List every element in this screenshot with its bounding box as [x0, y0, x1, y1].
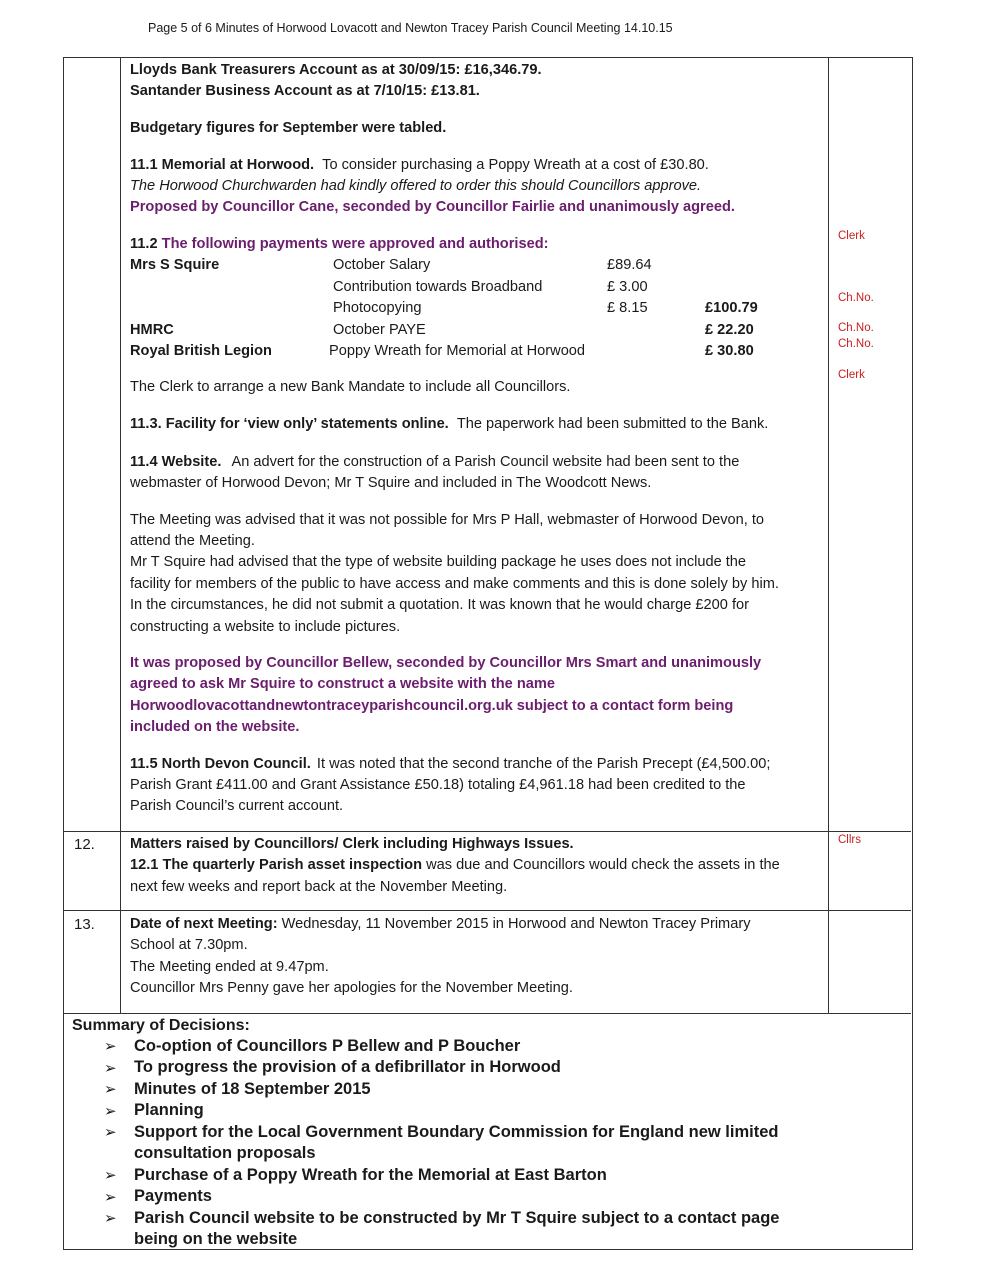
item-11-5 — [130, 754, 770, 775]
lloyds-balance: Lloyds Bank Treasurers Account as at 30/09/15: £16,346.79. — [130, 62, 542, 78]
item-11-5-text: It was noted that the second tranche of the Parish Precept (£4,500.00; — [316, 756, 771, 772]
item-12-1-heading: 12.1 The quarterly Parish asset inspection — [130, 857, 422, 873]
website-paragraph-line: facility for members of the public to have access and make comments and this is done solely by him. — [130, 576, 779, 592]
payee: Royal British Legion — [130, 343, 272, 359]
item-12-heading: Matters raised by Councillors/ Clerk including Highways Issues. — [130, 836, 574, 852]
summary-item: Parish Council website to be constructed by Mr T Squire subject to a contact page — [134, 1209, 780, 1227]
item-11-5-heading: 11.5 North Devon Council. — [130, 756, 311, 772]
item-13-text: Wednesday, 11 November 2015 in Horwood and Newton Tracey Primary — [281, 916, 751, 932]
page-header: Page 5 of 6 Minutes of Horwood Lovacott and Newton Tracey Parish Council Meeting 14.10.15 — [148, 21, 673, 35]
item-number: 13. — [74, 916, 95, 933]
website-paragraph-line: attend the Meeting. — [130, 533, 255, 549]
item-11-4-heading: 11.4 Website. — [130, 454, 222, 470]
summary-item: Support for the Local Government Boundary Commission for England new limited — [134, 1123, 779, 1141]
action-cheque-number: Ch.No. — [838, 292, 874, 304]
bullet-arrow-icon: ➢ — [104, 1210, 117, 1227]
item-11-4-text-2: webmaster of Horwood Devon; Mr T Squire and included in The Woodcott News. — [130, 475, 652, 491]
summary-item: Payments — [134, 1187, 212, 1205]
payment-amount: £ 3.00 — [607, 279, 648, 295]
column-divider — [828, 58, 829, 1013]
item-11-5-text-2: Parish Grant £411.00 and Grant Assistance £50.18) totaling £4,961.18 had been credited to the — [130, 777, 746, 793]
row-divider — [64, 831, 911, 832]
item-11-1-note: The Horwood Churchwarden had kindly offered to order this should Councillors approve. — [130, 178, 702, 194]
item-11-4-text: An advert for the construction of a Parish Council website had been sent to the — [231, 454, 740, 470]
payment-total: £100.79 — [705, 300, 758, 316]
item-13-text-2: School at 7.30pm. — [130, 937, 248, 953]
bullet-arrow-icon: ➢ — [104, 1167, 117, 1184]
item-11-5-text-3: Parish Council’s current account. — [130, 798, 344, 814]
bullet-arrow-icon: ➢ — [104, 1038, 117, 1055]
payment-total: £ 30.80 — [705, 343, 754, 359]
item-number: 12. — [74, 836, 95, 853]
item-11-2-heading-line — [130, 234, 548, 255]
item-11-4 — [130, 452, 739, 473]
bullet-arrow-icon: ➢ — [104, 1189, 117, 1206]
budget-note: Budgetary figures for September were tabled. — [130, 120, 447, 136]
summary-title: Summary of Decisions: — [72, 1017, 250, 1034]
payment-item: Photocopying — [333, 300, 422, 316]
clerk-mandate-note: The Clerk to arrange a new Bank Mandate to include all Councillors. — [130, 379, 571, 395]
row-divider — [64, 1013, 911, 1014]
payment-item: Contribution towards Broadband — [333, 279, 543, 295]
action-councillors: Cllrs — [838, 834, 861, 846]
summary-item: Minutes of 18 September 2015 — [134, 1080, 371, 1098]
payment-item: Poppy Wreath for Memorial at Horwood — [329, 343, 586, 359]
action-cheque-number: Ch.No. — [838, 322, 874, 334]
bullet-arrow-icon: ➢ — [104, 1124, 117, 1141]
bullet-arrow-icon: ➢ — [104, 1103, 117, 1120]
santander-balance: Santander Business Account as at 7/10/15: £13.81. — [130, 83, 480, 99]
website-proposal-line: agreed to ask Mr Squire to construct a website with the name — [130, 676, 555, 692]
action-clerk: Clerk — [838, 369, 865, 381]
website-paragraph-line: In the circumstances, he did not submit a quotation. It was known that he would charge £200 for — [130, 597, 749, 613]
summary-item: Co-option of Councillors P Bellew and P Boucher — [134, 1037, 521, 1055]
action-clerk: Clerk — [838, 230, 865, 242]
item-13-text-4: Councillor Mrs Penny gave her apologies for the November Meeting. — [130, 980, 573, 996]
item-11-3 — [130, 414, 768, 435]
item-13-text-3: The Meeting ended at 9.47pm. — [130, 959, 329, 975]
action-cheque-number: Ch.No. — [838, 338, 874, 350]
payment-amount: £ 8.15 — [607, 300, 648, 316]
payment-total: £ 22.20 — [705, 322, 754, 338]
payee: Mrs S Squire — [130, 257, 220, 273]
summary-item-continued: consultation proposals — [134, 1144, 316, 1162]
item-11-2-heading: The following payments were approved and authorised: — [161, 236, 549, 252]
payee: HMRC — [130, 322, 174, 338]
item-12-1-text-2: next few weeks and report back at the November Meeting. — [130, 879, 508, 895]
item-11-2-number: 11.2 — [130, 236, 158, 252]
website-paragraph-line: Mr T Squire had advised that the type of website building package he uses does not include the — [130, 554, 747, 570]
website-paragraph-line: constructing a website to include pictures. — [130, 619, 401, 635]
item-11-1-proposal: Proposed by Councillor Cane, seconded by Councillor Fairlie and unanimously agreed. — [130, 199, 735, 215]
item-11-1 — [130, 155, 709, 176]
website-proposal-line: Horwoodlovacottandnewtontraceyparishcouncil.org.uk subject to a contact form being — [130, 698, 734, 714]
payment-item: October PAYE — [333, 322, 426, 338]
item-11-1-heading: 11.1 Memorial at Horwood. — [130, 157, 315, 173]
item-13-line — [130, 914, 751, 935]
item-12-1-text: was due and Councillors would check the assets in the — [426, 857, 780, 873]
item-11-3-heading: 11.3. Facility for ‘view only’ statements online. — [130, 416, 449, 432]
summary-item: To progress the provision of a defibrillator in Horwood — [134, 1058, 561, 1076]
item-13-heading: Date of next Meeting: — [130, 916, 278, 932]
row-divider — [64, 910, 911, 911]
column-divider — [120, 58, 121, 1013]
website-proposal-line: It was proposed by Councillor Bellew, seconded by Councillor Mrs Smart and unanimously — [130, 655, 762, 671]
item-11-1-text: To consider purchasing a Poppy Wreath at a cost of £30.80. — [322, 157, 709, 173]
summary-item: Purchase of a Poppy Wreath for the Memorial at East Barton — [134, 1166, 607, 1184]
payment-item: October Salary — [333, 257, 431, 273]
bullet-arrow-icon: ➢ — [104, 1081, 117, 1098]
payment-amount: £89.64 — [607, 257, 652, 273]
item-11-3-text: The paperwork had been submitted to the Bank. — [456, 416, 769, 432]
item-12-1 — [130, 855, 780, 876]
summary-item-continued: being on the website — [134, 1230, 298, 1248]
summary-item: Planning — [134, 1101, 204, 1119]
bullet-arrow-icon: ➢ — [104, 1060, 117, 1077]
website-paragraph-line: The Meeting was advised that it was not possible for Mrs P Hall, webmaster of Horwood Devon, to — [130, 512, 765, 528]
website-proposal-line: included on the website. — [130, 719, 300, 735]
